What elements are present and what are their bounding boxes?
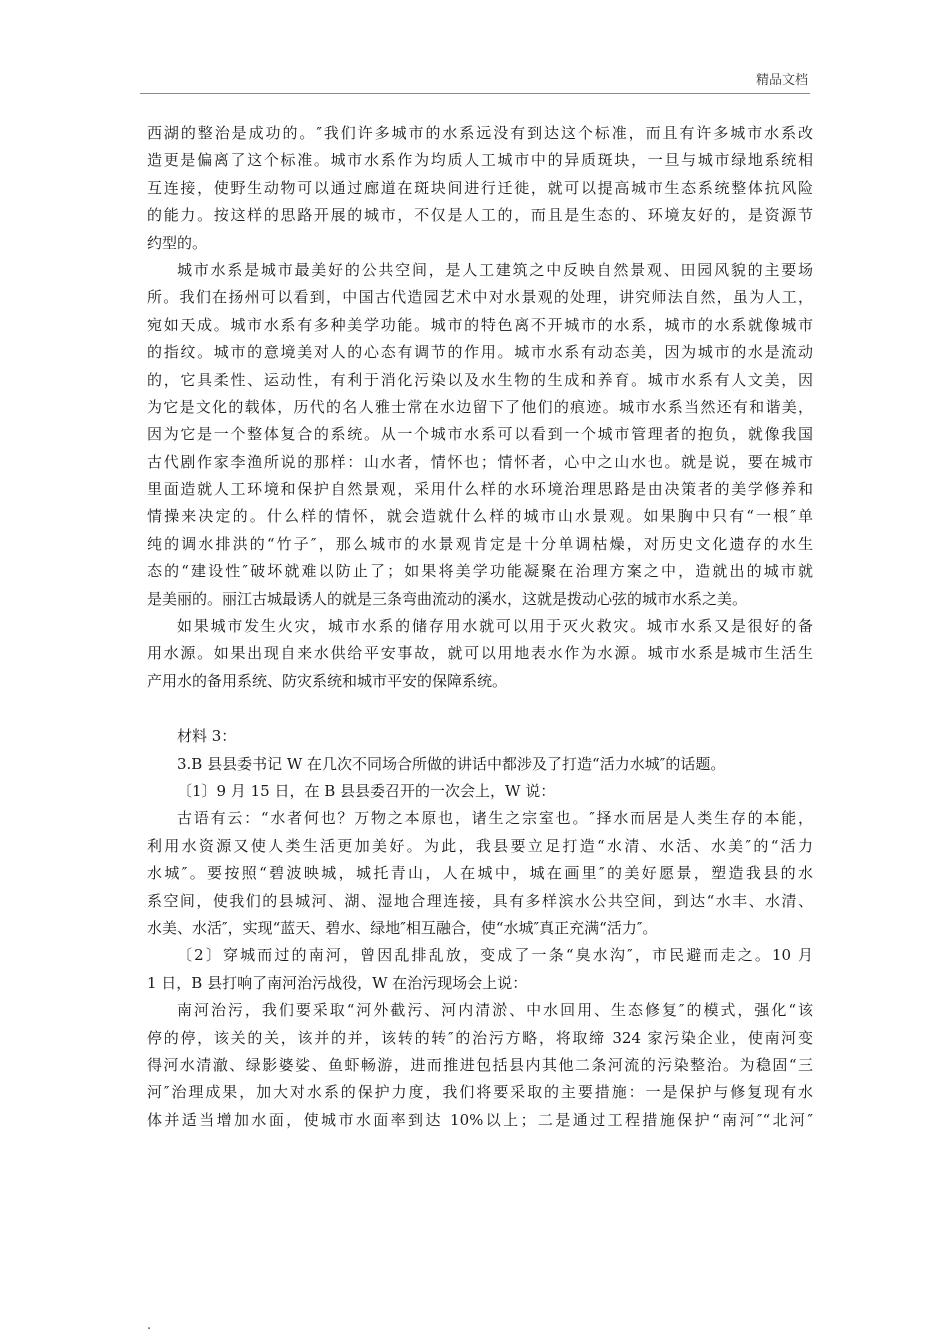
text-line: 南河治污，我们要采取“河外截污、河内清淤、中水回用、生态修复″的模式，强化“该 bbox=[177, 1001, 813, 1020]
text-line: 利用水资源又使人类生活更加美好。为此，我县要立足打造“水清、水活、水美″的“活力 bbox=[147, 836, 813, 855]
subsection-line: 〔2〕穿城而过的南河，曾因乱排乱放，变成了一条“臭水沟″，市民避而走之。10 月 bbox=[177, 946, 813, 965]
text-line: 宛如天成。城市水系有多种美学功能。城市的特色离不开城市的水系，城市的水系就像城市 bbox=[147, 315, 813, 334]
document-body bbox=[147, 120, 813, 1134]
subsection-line: 1 日，B 县打响了南河治污战役，W 在治污现场会上说： bbox=[147, 973, 528, 992]
text-line: 体并适当增加水面，使城市水面率到达 10%以上；二是通过工程措施保护“南河″“北河″ bbox=[147, 1110, 813, 1129]
page-header bbox=[140, 0, 810, 94]
text-line: 是美丽的。丽江古城最诱人的就是三条弯曲流动的溪水，这就是拨动心弦的城市水系之美。 bbox=[147, 589, 748, 608]
text-line: 系空间，使我们的县城河、湖、湿地合理连接，具有多样滨水公共空间，到达“水丰、水清、 bbox=[147, 891, 813, 910]
text-line: 西湖的整治是成功的。″我们许多城市的水系远没有到达这个标准，而且有许多城市水系改 bbox=[147, 124, 813, 142]
text-line: 水美、水活″，实现“蓝天、碧水、绿地″相互融合，使“水城″真正充满“活力″。 bbox=[147, 918, 658, 937]
text-line: 的，它具柔性、运动性，有利于消化污染以及水生物的生成和养育。城市水系有人文美，因 bbox=[147, 370, 813, 389]
text-line: 态的“建设性″破坏就难以防止了；如果将美学功能凝聚在治理方案之中，造就出的城市就 bbox=[147, 562, 813, 581]
footer-mark: . bbox=[147, 1318, 152, 1333]
text-line: 城市水系是城市最美好的公共空间，是人工建筑之中反映自然景观、田园风貌的主要场 bbox=[177, 260, 813, 279]
text-line: 为它是文化的载体，历代的名人雅士常在水边留下了他们的痕迹。城市水系当然还有和谐美， bbox=[147, 397, 813, 416]
text-line: 停的停，该关的关，该并的并，该转的转″的治污方略，将取缔 324 家污染企业，使南河变 bbox=[147, 1028, 813, 1047]
text-line: 所。我们在扬州可以看到，中国古代造园艺术中对水景观的处理，讲究师法自然，虽为人工， bbox=[147, 288, 813, 307]
text-line: 的能力。按这样的思路开展的城市，不仅是人工的，而且是生态的、环境友好的，是资源节 bbox=[147, 206, 813, 225]
header-label: 精品文档 bbox=[755, 73, 808, 88]
text-line: 产用水的备用系统、防灾系统和城市平安的保障系统。 bbox=[147, 671, 508, 690]
text-line: 水城″。要按照“碧波映城，城托青山，人在城中，城在画里″的美好愿景，塑造我县的水 bbox=[147, 864, 813, 883]
text-line: 古代剧作家李渔所说的那样：山水者，情怀也；情怀者，心中之山水也。就是说，要在城市 bbox=[147, 452, 813, 471]
text-line: 因为它是一个整体复合的系统。从一个城市水系可以看到一个城市管理者的抱负，就像我国 bbox=[147, 425, 813, 444]
text-line: 的指纹。城市的意境美对人的心态有调节的作用。城市水系有动态美，因为城市的水是流动 bbox=[147, 343, 813, 362]
text-line: 造更是偏离了这个标准。城市水系作为均质人工城市中的异质斑块，一旦与城市绿地系统相 bbox=[147, 151, 813, 170]
question-line: 3.B 县县委书记 W 在几次不同场合所做的讲话中都涉及了打造“活力水城″的话题。 bbox=[177, 754, 726, 773]
text-line: 得河水清澈、绿影婆娑、鱼虾畅游，进而推进包括县内其他二条河流的污染整治。为稳固“三 bbox=[147, 1055, 813, 1074]
text-line: 河″治理成果，加大对水系的保护力度，我们将要采取的主要措施：一是保护与修复现有水 bbox=[147, 1083, 813, 1102]
text-line: 如果城市发生火灾，城市水系的储存用水就可以用于灭火救灾。城市水系又是很好的备 bbox=[177, 617, 813, 636]
text-line: 约型的。 bbox=[147, 233, 208, 252]
section-heading: 材料 3： bbox=[177, 727, 237, 746]
text-line: 用水源。如果出现自来水供给平安事故，就可以用地表水作为水源。城市水系是城市生活生 bbox=[147, 644, 813, 663]
text-line: 情操来决定的。什么样的情怀，就会造就什么样的城市山水景观。如果胸中只有“一根″单 bbox=[147, 507, 813, 526]
text-line: 古语有云：“水者何也？万物之本原也，诸生之宗室也。″择水而居是人类生存的本能， bbox=[177, 809, 813, 828]
text-line: 里面造就人工环境和保护自然景观，采用什么样的水环境治理思路是由决策者的美学修养和 bbox=[147, 480, 813, 499]
paragraph-gap bbox=[147, 695, 813, 723]
text-line: 互连接，使野生动物可以通过廊道在斑块间进行迁徙，就可以提高城市生态系统整体抗风险 bbox=[147, 178, 813, 197]
text-line: 纯的调水排洪的“竹子″，那么城市的水景观肯定是十分单调枯燥，对历史文化遗存的水生 bbox=[147, 534, 813, 553]
subsection-line: 〔1〕9 月 15 日，在 B 县县委召开的一次会上，W 说： bbox=[177, 781, 556, 800]
